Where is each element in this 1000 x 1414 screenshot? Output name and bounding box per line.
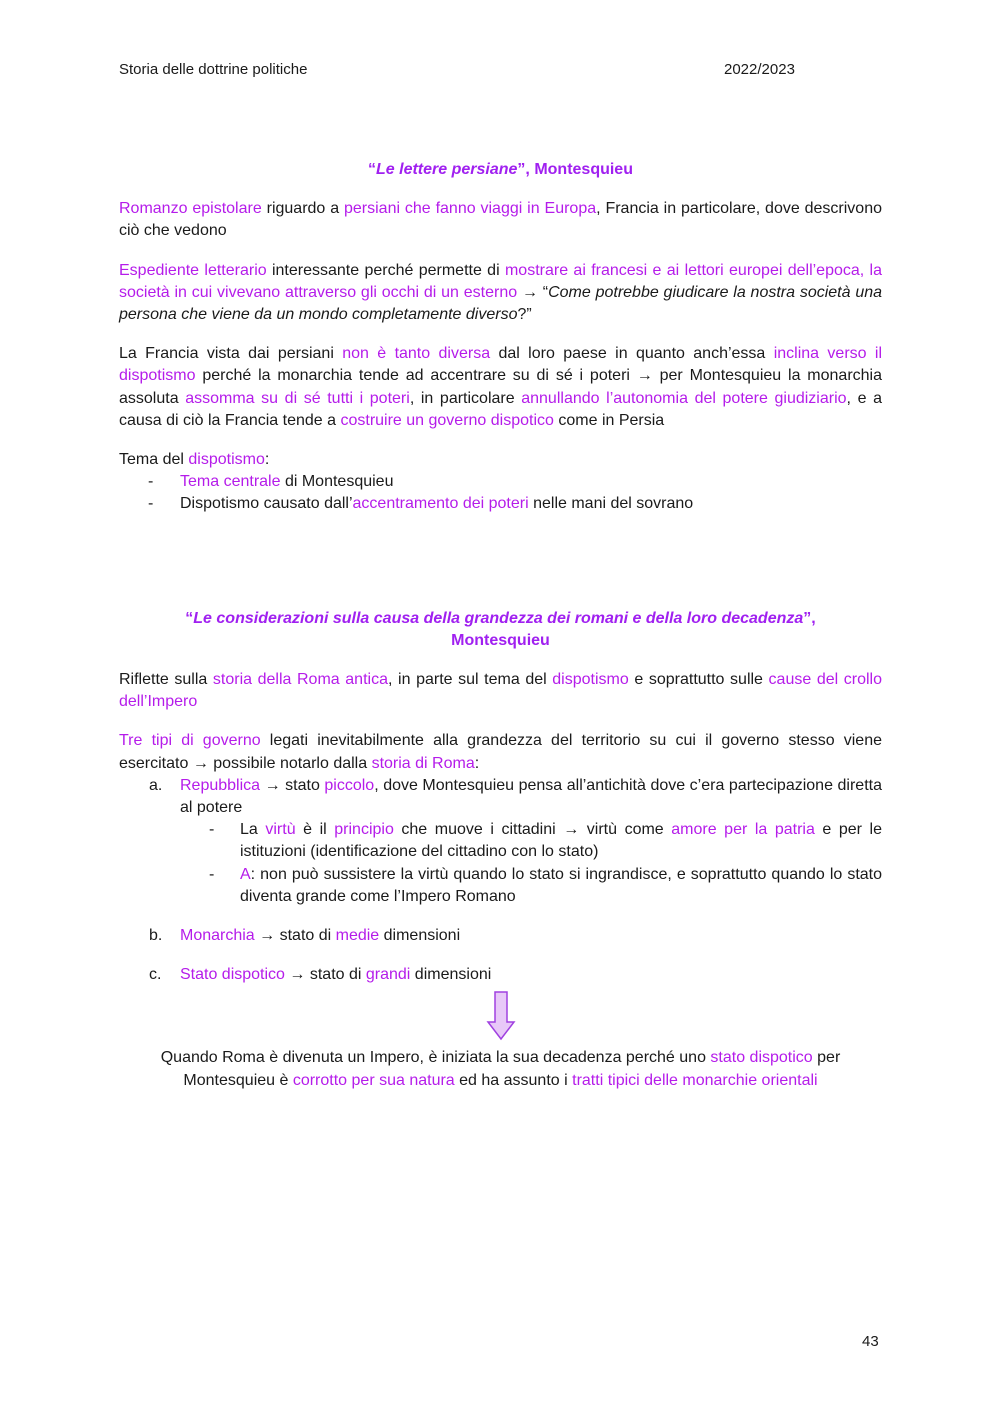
list-item-repubblica: a. Repubblica → stato piccolo, dove Montesquieu pensa all’antichità dove c’era partecipazione diretta al potere - La virtù è il principio che muove i cittadini → virtù come amore per la patria e per le istituzioni (identificazione del cittadino con lo stato) - A: non può sussistere la virtù quando lo stato si ingrandisce, e soprattutto quando lo stato diventa grande come l’Impero Romano xyxy=(119,775,882,908)
section-title-considerazioni: “Le considerazioni sulla causa della grandezza dei romani e della loro decadenza”, Montesquieu xyxy=(185,609,816,649)
paragraph: Tema del dispotismo: xyxy=(119,451,270,469)
down-arrow-icon xyxy=(119,991,882,1041)
list-item-monarchia: b. Monarchia → stato di medie dimensioni xyxy=(149,927,461,945)
paragraph: La Francia vista dai persiani non è tanto diversa dal loro paese in quanto anch’essa inclina verso il dispotismo perché la monarchia tende ad accentrare su di sé i poteri → per Montesquieu la monarchia assoluta assomma su di sé tutti i poteri, in particolare annullando l’autonomia del potere giudiziario, e a causa di ciò la Francia tende a costruire un governo dispotico come in Persia xyxy=(119,345,883,429)
page-content xyxy=(119,159,882,1092)
bullet-list xyxy=(119,471,882,515)
paragraph: Espediente letterario interessante perché permette di mostrare ai francesi e ai lettori europei dell’epoca, la società in cui vivevano attraverso gli occhi di un esterno → “Come potrebbe giudicare la nostra società una persona che viene da un mondo completamente diverso?” xyxy=(119,261,883,324)
paragraph: Romanzo epistolare riguardo a persiani che fanno viaggi in Europa, Francia in particolare, dove descrivono ciò che vedono xyxy=(119,200,883,240)
government-types-list xyxy=(119,775,882,987)
sub-list-item: - La virtù è il principio che muove i cittadini → virtù come amore per la patria e per le istituzioni (identificazione del cittadino con lo stato) xyxy=(209,821,883,861)
list-item: - Tema centrale di Montesquieu xyxy=(148,473,394,491)
header-academic-year: 2022/2023 xyxy=(724,61,795,78)
sub-bullet-list xyxy=(180,819,882,908)
paragraph: Riflette sulla storia della Roma antica, in parte sul tema del dispotismo e soprattutto sulle cause del crollo dell’Impero xyxy=(119,671,883,711)
page-number: 43 xyxy=(862,1333,879,1350)
list-item: - Dispotismo causato dall’accentramento dei poteri nelle mani del sovrano xyxy=(148,495,694,513)
paragraph: Tre tipi di governo legati inevitabilmente alla grandezza del territorio su cui il governo stesso viene esercitato → possibile notarlo dalla storia di Roma: xyxy=(119,732,882,772)
conclusion-paragraph: Quando Roma è divenuta un Impero, è iniziata la sua decadenza perché uno stato dispotico per Montesquieu è corrotto per sua natura ed ha assunto i tratti tipici delle monarchie orientali xyxy=(160,1049,841,1089)
sub-list-item: - A: non può sussistere la virtù quando lo stato si ingrandisce, e soprattutto quando lo stato diventa grande come l’Impero Romano xyxy=(209,865,882,905)
header-course-title: Storia delle dottrine politiche xyxy=(119,61,308,78)
list-item-stato-dispotico: c. Stato dispotico → stato di grandi dimensioni xyxy=(149,966,492,984)
section-title-lettere-persiane: “Le lettere persiane”, Montesquieu xyxy=(368,161,633,178)
